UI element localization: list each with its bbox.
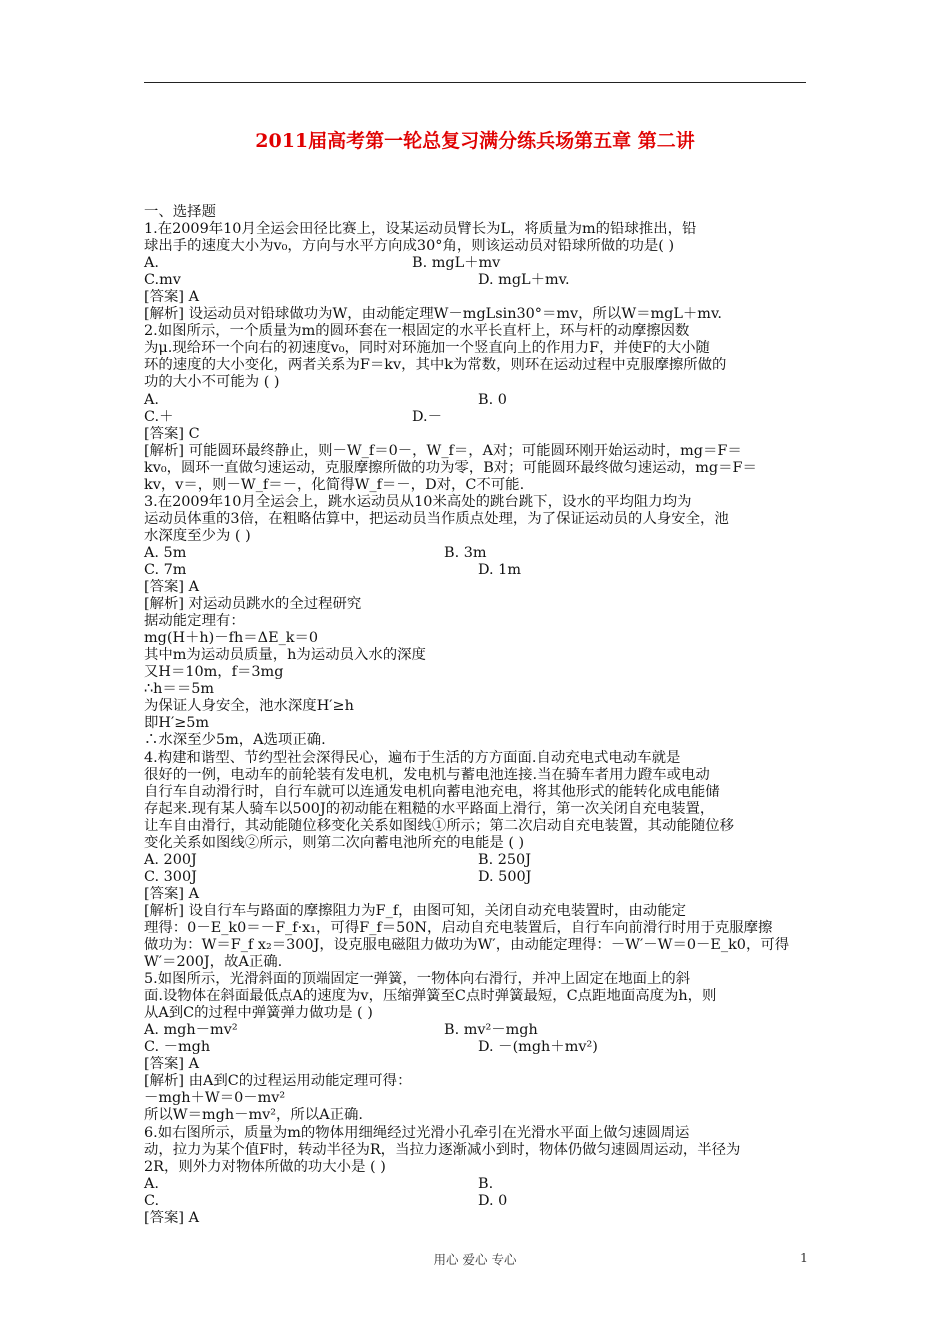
line-text: 据动能定理有： (144, 613, 245, 630)
text-line (144, 272, 806, 289)
text-line (144, 613, 806, 630)
text-line (144, 750, 806, 767)
text-line (144, 630, 806, 647)
text-line (144, 443, 806, 460)
line-text: C. (144, 1192, 160, 1209)
text-line (144, 869, 806, 886)
text-line (144, 238, 806, 255)
text-line (144, 920, 806, 937)
text-line (144, 818, 806, 835)
line-text: kv₀，圆环一直做匀速运动，克服摩擦所做的功为零，B对；可能圆环最终做匀速运动，mg＝F＝ (144, 459, 757, 476)
text-line (144, 460, 806, 477)
text-line (144, 392, 806, 409)
line-text: ∴水深至少5m，A选项正确. (144, 732, 326, 749)
line-text: mg(H＋h)－fh＝ΔE_k＝0 (144, 630, 319, 647)
option-column-2: D. －(mgh＋mv²) (478, 1039, 598, 1056)
text-line (144, 954, 806, 971)
line-text: 1.在2009年10月全运会田径比赛上，设某运动员臂长为L，将质量为m的铅球推出，铅 (144, 221, 697, 238)
text-line (144, 221, 806, 238)
document-body (144, 204, 806, 1227)
line-text: 环的速度的大小变化，两者关系为F＝kv，其中k为常数，则环在运动过程中克服摩擦所做的 (144, 357, 727, 374)
line-text: 让车自由滑行，其动能随位移变化关系如图线①所示；第二次启动自充电装置，其动能随位移 (144, 817, 735, 834)
text-line (144, 204, 806, 221)
text-line (144, 289, 806, 306)
option-column-2: D. 1m (478, 561, 521, 578)
line-text: [解析] 设运动员对铅球做功为W，由动能定理W－mgLsin30°＝mv，所以W＝mgL＋mv. (144, 306, 722, 323)
line-text: [答案] A (144, 885, 199, 902)
line-text: C. 7m (144, 561, 187, 578)
option-column-2: D. 500J (478, 868, 532, 885)
text-line (144, 528, 806, 545)
text-line (144, 715, 806, 732)
option-column-2: B. 0 (478, 391, 507, 408)
line-text: [解析] 设自行车与路面的摩擦阻力为F_f，由图可知，关闭自动充电装置时，由动能定 (144, 902, 686, 919)
line-text: 面.设物体在斜面最低点A的速度为v，压缩弹簧至C点时弹簧最短，C点距地面高度为h，则 (144, 988, 717, 1005)
line-text: 6.如右图所示，质量为m的物体用细绳经过光滑小孔牵引在光滑水平面上做匀速圆周运 (144, 1124, 690, 1141)
text-line (144, 784, 806, 801)
line-text: 4.构建和谐型、节约型社会深得民心，遍布于生活的方方面面.自动充电式电动车就是 (144, 749, 681, 766)
line-text: C.mv (144, 272, 181, 289)
text-line (144, 511, 806, 528)
line-text: 所以W＝mgh－mv²，所以A正确. (144, 1107, 363, 1124)
line-text: [答案] A (144, 1209, 199, 1226)
line-text: 即H′≥5m (144, 715, 210, 732)
text-line (144, 545, 806, 562)
text-line (144, 374, 806, 391)
line-text: 为保证人身安全，池水深度H′≥h (144, 698, 354, 715)
option-column-2: B. 250J (478, 851, 531, 868)
line-text: ∴h＝＝5m (144, 681, 215, 698)
line-text: 很好的一例，电动车的前轮装有发电机，发电机与蓄电池连接.当在骑车者用力蹬车或电动 (144, 766, 710, 783)
text-line (144, 1125, 806, 1142)
page-footer: 用心 爱心 专心 (433, 1252, 517, 1267)
text-line (144, 340, 806, 357)
text-line (144, 971, 806, 988)
line-text: 做功为：W＝F_f x₂＝300J，设克服电磁阻力做功为W′，由动能定理得：－W′－W＝0－E_k0，可得 (144, 937, 790, 954)
option-column-2: D.－ (412, 408, 442, 425)
text-line (144, 1056, 806, 1073)
option-column-2: B. 3m (444, 544, 487, 561)
text-line (144, 886, 806, 903)
text-line (144, 306, 806, 323)
line-text: kv，v＝，则－W_f＝－，化简得W_f＝－，D对，C不可能. (144, 476, 525, 493)
text-line (144, 903, 806, 920)
text-line (144, 409, 806, 426)
text-line (144, 477, 806, 494)
header-rule (144, 82, 806, 83)
line-text: [答案] A (144, 1056, 199, 1073)
text-line (144, 323, 806, 340)
line-text: 2R，则外力对物体所做的功大小是 ( ) (144, 1158, 386, 1175)
option-column-2: B. mgL＋mv (412, 255, 501, 272)
line-text: 功的大小不可能为 ( ) (144, 374, 280, 391)
text-line (144, 647, 806, 664)
line-text: A. 5m (144, 544, 187, 561)
line-text: 理得：0－E_k0＝－F_f·x₁，可得F_f＝50N，启动自充电装置后，自行车向前滑行时用于克服摩擦 (144, 919, 773, 936)
line-text: －mgh＋W＝0－mv² (144, 1090, 286, 1107)
line-text: [答案] A (144, 289, 199, 306)
text-line (144, 426, 806, 443)
line-text: 一、选择题 (144, 204, 216, 220)
line-text: 5.如图所示，光滑斜面的顶端固定一弹簧，一物体向右滑行，并冲上固定在地面上的斜 (144, 971, 691, 988)
line-text: 变化关系如图线②所示，则第二次向蓄电池所充的电能是 ( ) (144, 834, 525, 851)
text-line (144, 1022, 806, 1039)
line-text: 运动员体重的3倍，在粗略估算中，把运动员当作质点处理，为了保证运动员的人身安全，池 (144, 510, 729, 527)
text-line (144, 801, 806, 818)
text-line (144, 1176, 806, 1193)
line-text: 动，拉力为某个值F时，转动半径为R，当拉力逐渐减小到时，物体仍做匀速圆周运动，半径为 (144, 1141, 741, 1158)
line-text: [答案] C (144, 425, 200, 442)
text-line (144, 1039, 806, 1056)
line-text: 3.在2009年10月全运会上，跳水运动员从10米高处的跳台跳下，设水的平均阻力均为 (144, 493, 692, 510)
text-line (144, 596, 806, 613)
line-text: 从A到C的过程中弹簧弹力做功是 ( ) (144, 1005, 373, 1022)
text-line (144, 937, 806, 954)
text-line (144, 1005, 806, 1022)
line-text: 为μ.现给环一个向右的初速度v₀，同时对环施加一个竖直向上的作用力F，并使F的大小随 (144, 340, 710, 357)
line-text: C.＋ (144, 408, 174, 425)
line-text: 自行车自动滑行时，自行车就可以连通发电机向蓄电池充电，将其他形式的能转化成电能储 (144, 783, 720, 800)
option-column-2: D. 0 (478, 1192, 508, 1209)
line-text: [解析] 可能圆环最终静止，则－W_f＝0－，W_f＝，A对；可能圆环刚开始运动时，mg＝F＝ (144, 442, 742, 459)
line-text: 存起来.现有某人骑车以500J的初动能在粗糙的水平路面上滑行，第一次关闭自充电装置， (144, 800, 715, 817)
text-line (144, 1193, 806, 1210)
document-title: 2011届高考第一轮总复习满分练兵场第五章 第二讲 (255, 130, 695, 152)
line-text: 球出手的速度大小为v₀，方向与水平方向成30°角，则该运动员对铅球所做的功是( ) (144, 238, 675, 255)
text-line (144, 835, 806, 852)
text-line (144, 1107, 806, 1124)
text-line (144, 494, 806, 511)
line-text: A. (144, 1175, 159, 1192)
text-line (144, 988, 806, 1005)
text-line (144, 1073, 806, 1090)
text-line (144, 1142, 806, 1159)
option-column-2: B. (478, 1175, 494, 1192)
text-line (144, 681, 806, 698)
text-line (144, 357, 806, 374)
line-text: C. －mgh (144, 1039, 211, 1056)
line-text: A. mgh－mv² (144, 1022, 238, 1039)
text-line (144, 562, 806, 579)
text-line (144, 1159, 806, 1176)
text-line (144, 732, 806, 749)
page-number: 1 (800, 1250, 808, 1265)
line-text: [解析] 对运动员跳水的全过程研究 (144, 596, 362, 613)
line-text: A. (144, 255, 159, 272)
text-line (144, 579, 806, 596)
line-text: [解析] 由A到C的过程运用动能定理可得： (144, 1073, 412, 1090)
line-text: C. 300J (144, 868, 197, 885)
line-text: 水深度至少为 ( ) (144, 527, 251, 544)
text-line (144, 664, 806, 681)
line-text: 2.如图所示，一个质量为m的圆环套在一根固定的水平长直杆上，环与杆的动摩擦因数 (144, 323, 690, 340)
text-line (144, 1210, 806, 1227)
option-column-2: D. mgL＋mv. (478, 272, 570, 289)
line-text: A. (144, 391, 159, 408)
text-line (144, 698, 806, 715)
line-text: A. 200J (144, 851, 197, 868)
text-line (144, 767, 806, 784)
line-text: 又H＝10m，f＝3mg (144, 664, 284, 681)
line-text: [答案] A (144, 579, 199, 596)
text-line (144, 1090, 806, 1107)
text-line (144, 852, 806, 869)
text-line (144, 255, 806, 272)
option-column-2: B. mv²－mgh (444, 1022, 538, 1039)
line-text: W′＝200J，故A正确. (144, 954, 283, 971)
line-text: 其中m为运动员质量，h为运动员入水的深度 (144, 647, 426, 664)
